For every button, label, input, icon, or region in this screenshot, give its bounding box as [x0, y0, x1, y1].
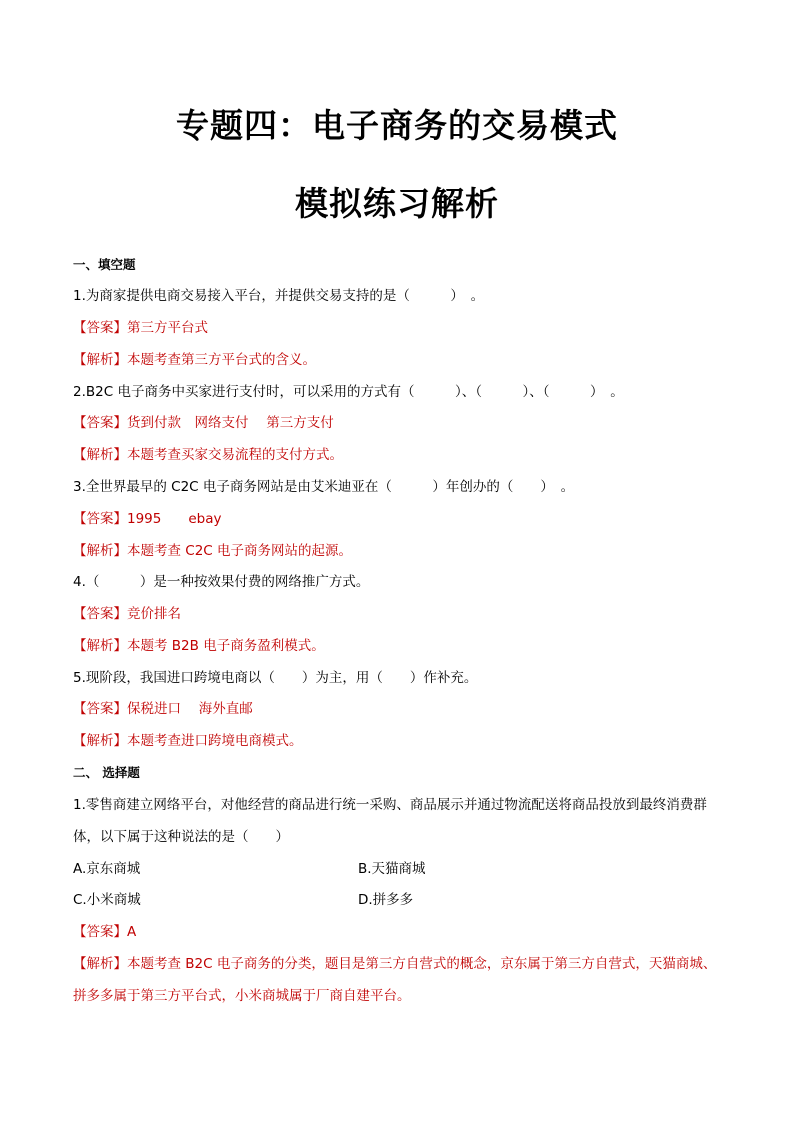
analysis-text: 本题考查 B2C 电子商务的分类，题目是第三方自营式的概念，京东属于第三方自营式，天猫商城、 — [127, 956, 717, 972]
analysis-text: 本题考查买家交易流程的支付方式。 — [127, 447, 343, 463]
answer-text: 货到付款 网络支付 第三方支付 — [127, 415, 334, 431]
answer-text: 1995 ebay — [127, 511, 222, 527]
option-a: A.京东商城 — [73, 861, 141, 877]
answer-3 — [73, 509, 222, 529]
answer-4 — [73, 604, 181, 624]
choice-question-line-1: 1.零售商建立网络平台，对他经营的商品进行统一采购、商品展示并通过物流配送将商品投放到最终消费群 — [73, 797, 707, 813]
choice-question-line-2: 体，以下属于这种说法的是（ ） — [73, 829, 289, 845]
analysis-1 — [73, 350, 316, 370]
choice-analysis-line-2: 拼多多属于第三方平台式，小米商城属于厂商自建平台。 — [73, 988, 411, 1004]
analysis-tag: 【解析】 — [73, 447, 127, 463]
analysis-2 — [73, 445, 343, 465]
question-3: 3.全世界最早的 C2C 电子商务网站是由艾米迪亚在（ ）年创办的（ ） 。 — [73, 479, 575, 495]
answer-1 — [73, 318, 208, 338]
analysis-tag: 【解析】 — [73, 352, 127, 368]
analysis-tag: 【解析】 — [73, 543, 127, 559]
answer-tag: 【答案】 — [73, 415, 127, 431]
analysis-tag: 【解析】 — [73, 638, 127, 654]
analysis-tag: 【解析】 — [73, 956, 127, 972]
answer-text: 竞价排名 — [127, 606, 181, 622]
analysis-5 — [73, 731, 303, 751]
analysis-tag: 【解析】 — [73, 733, 127, 749]
question-2: 2.B2C 电子商务中买家进行支付时，可以采用的方式有（ ）、（ ）、（ ） 。 — [73, 384, 624, 400]
document-subtitle: 模拟练习解析 — [295, 184, 499, 223]
option-d: D.拼多多 — [358, 892, 414, 908]
option-b: B.天猫商城 — [358, 861, 426, 877]
analysis-text: 本题考查进口跨境电商模式。 — [127, 733, 303, 749]
question-4: 4.（ ）是一种按效果付费的网络推广方式。 — [73, 574, 370, 590]
section-heading-fill-in: 一、填空题 — [73, 257, 136, 272]
answer-text: 保税进口 海外直邮 — [127, 701, 253, 717]
answer-text: A — [127, 924, 137, 940]
analysis-text: 本题考查第三方平台式的含义。 — [127, 352, 316, 368]
answer-tag: 【答案】 — [73, 924, 127, 940]
analysis-4 — [73, 636, 325, 656]
answer-2 — [73, 413, 334, 433]
analysis-3 — [73, 541, 352, 561]
answer-text: 第三方平台式 — [127, 320, 208, 336]
choice-analysis-line-1 — [73, 954, 716, 974]
document-title: 专题四：电子商务的交易模式 — [176, 106, 618, 145]
answer-tag: 【答案】 — [73, 701, 127, 717]
question-5: 5.现阶段，我国进口跨境电商以（ ）为主，用（ ）作补充。 — [73, 670, 478, 686]
question-1: 1.为商家提供电商交易接入平台，并提供交易支持的是（ ） 。 — [73, 288, 485, 304]
answer-tag: 【答案】 — [73, 320, 127, 336]
option-c: C.小米商城 — [73, 892, 141, 908]
answer-5 — [73, 699, 253, 719]
analysis-text: 本题考查 C2C 电子商务网站的起源。 — [127, 543, 353, 559]
section-heading-choice: 二、 选择题 — [73, 765, 140, 780]
analysis-text: 本题考 B2B 电子商务盈利模式。 — [127, 638, 325, 654]
answer-tag: 【答案】 — [73, 606, 127, 622]
choice-answer — [73, 922, 136, 942]
answer-tag: 【答案】 — [73, 511, 127, 527]
